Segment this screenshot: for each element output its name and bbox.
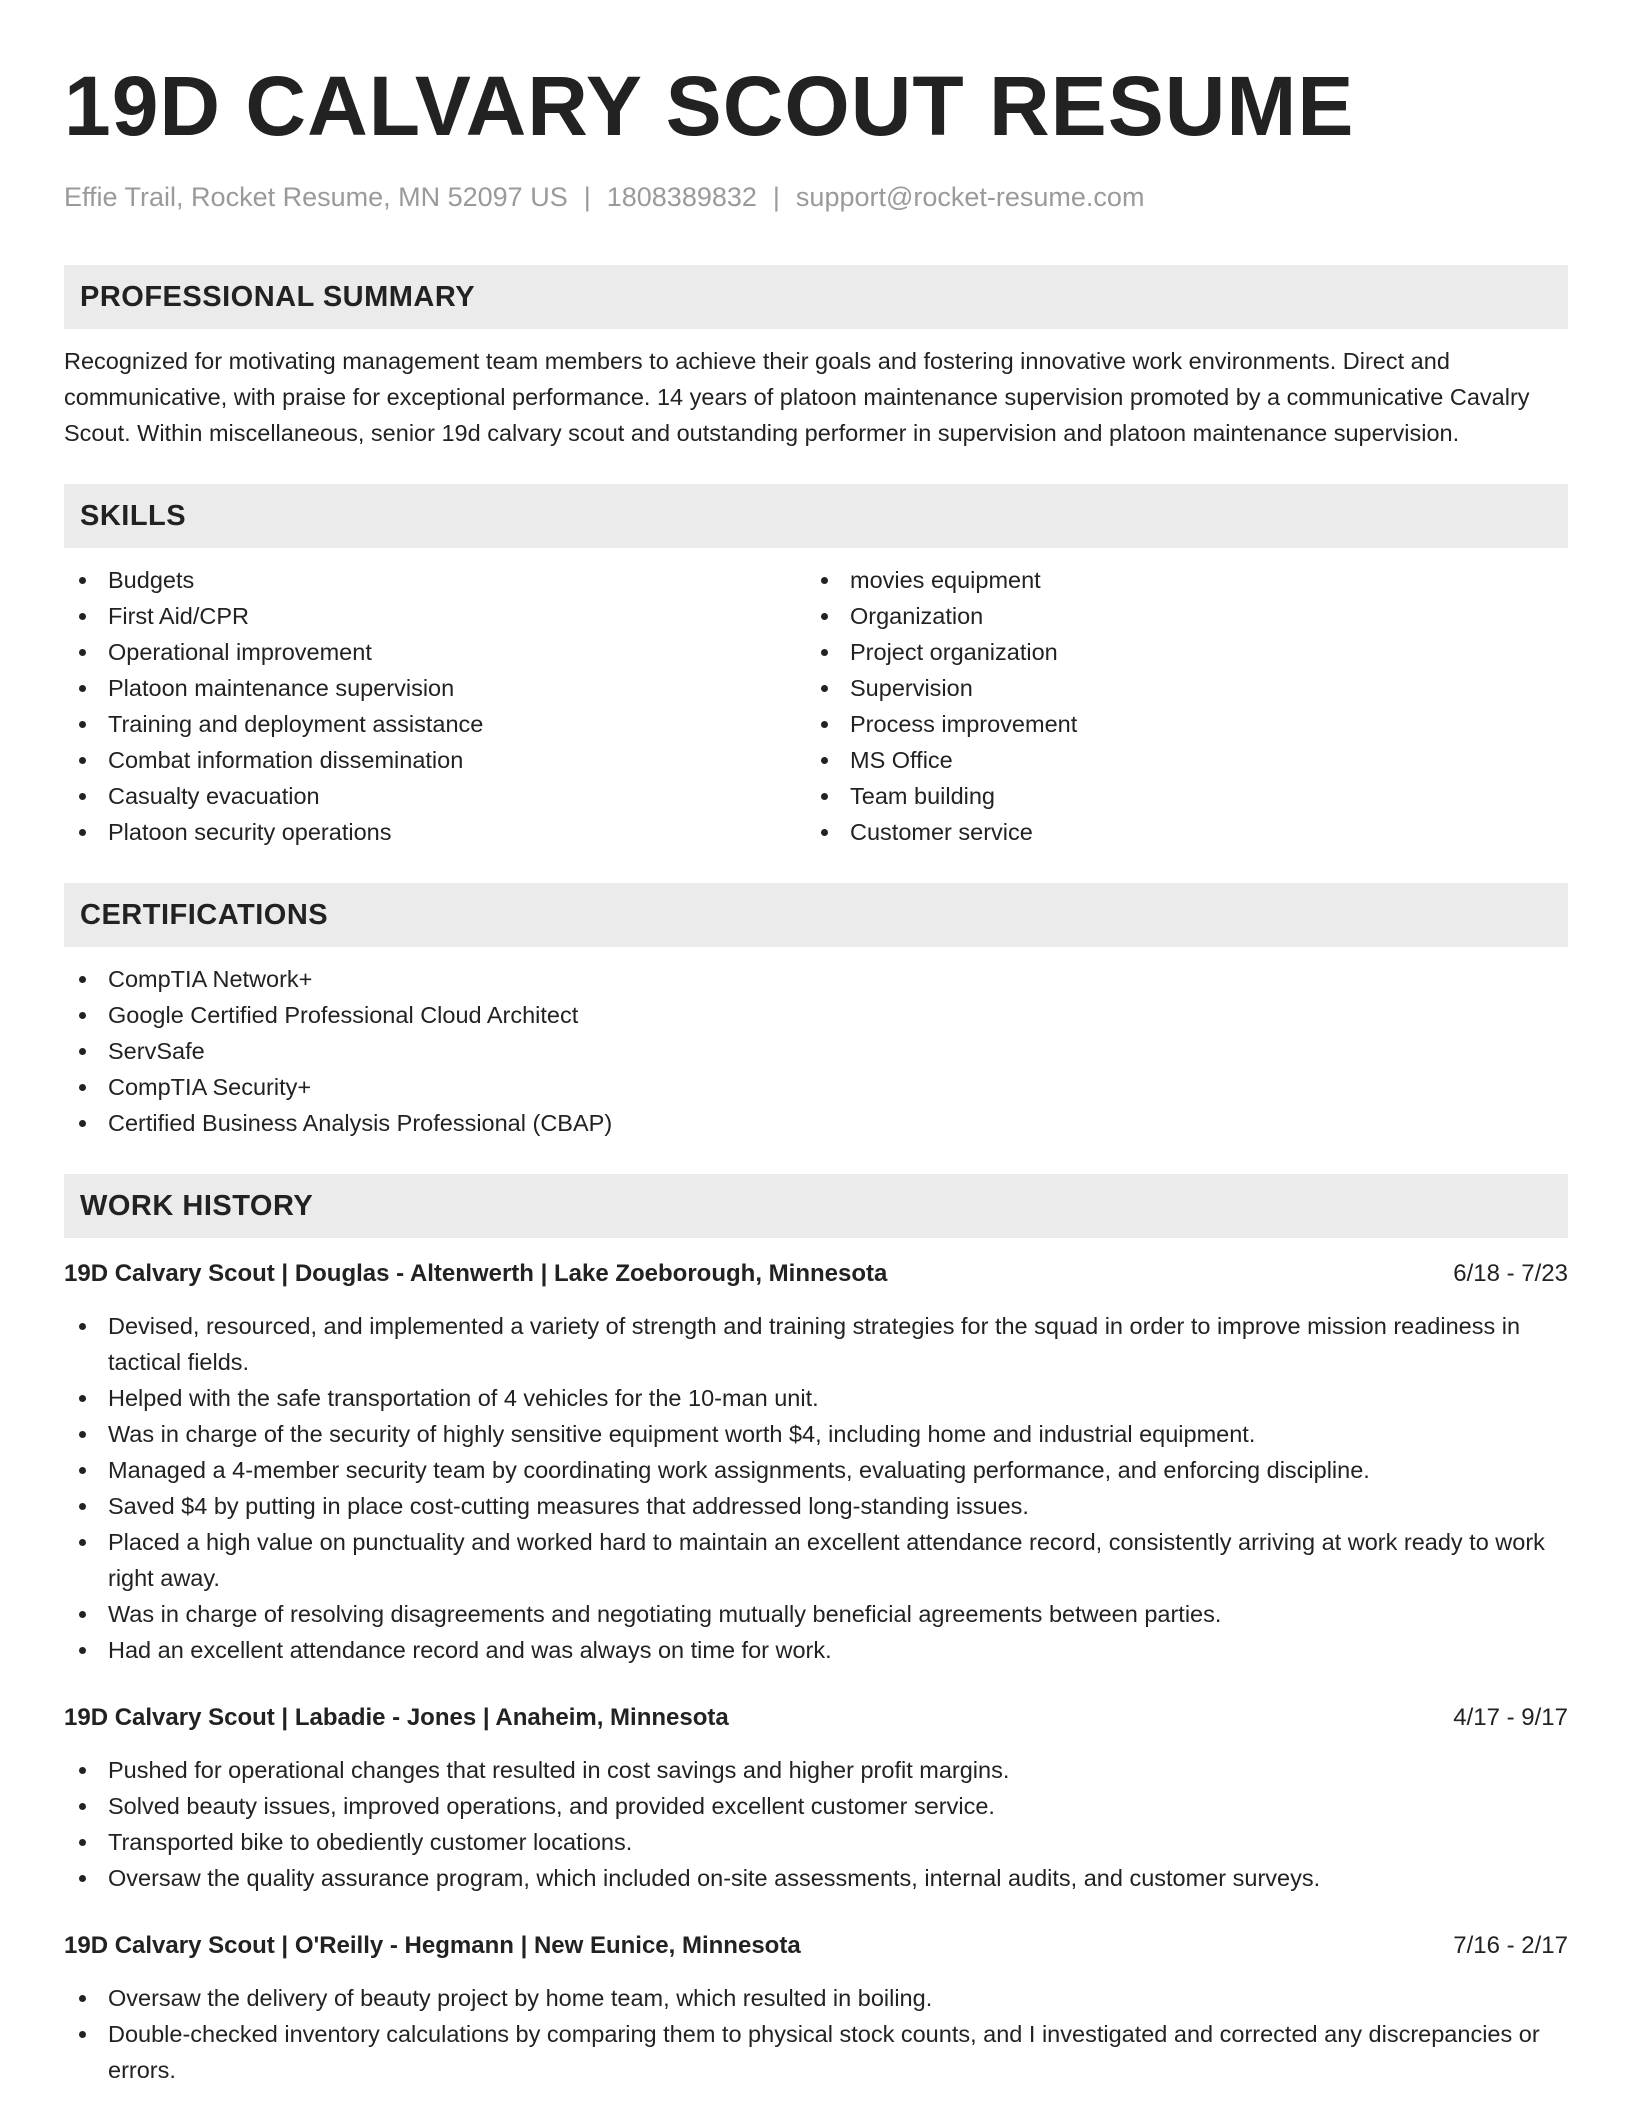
certifications-list: [64, 961, 1568, 1141]
job-bullet: Placed a high value on punctuality and worked hard to maintain an excellent attendance record, consistently arriving at work ready to work right away.: [64, 1524, 1568, 1596]
skill-item: movies equipment: [806, 562, 1548, 598]
certification-item: CompTIA Network+: [64, 961, 1568, 997]
job-bullet: Had an excellent attendance record and was always on time for work.: [64, 1632, 1568, 1668]
skill-item: Team building: [806, 778, 1548, 814]
skills-grid: [64, 562, 1568, 850]
skill-item: Customer service: [806, 814, 1548, 850]
contact-phone: 1808389832: [606, 182, 757, 212]
job-entry: [64, 1700, 1568, 1896]
skill-item: Combat information dissemination: [64, 742, 806, 778]
job-entry: [64, 1928, 1568, 2088]
skill-item: Budgets: [64, 562, 806, 598]
skill-item: MS Office: [806, 742, 1548, 778]
certification-item: Certified Business Analysis Professional (CBAP): [64, 1105, 1568, 1141]
job-dates: 4/17 - 9/17: [1453, 1704, 1568, 1731]
skill-item: Project organization: [806, 634, 1548, 670]
skill-item: Organization: [806, 598, 1548, 634]
section-header-summary: PROFESSIONAL SUMMARY: [64, 265, 1568, 329]
skill-item: Training and deployment assistance: [64, 706, 806, 742]
job-bullet-list: [64, 1308, 1568, 1668]
job-bullet: Managed a 4-member security team by coordinating work assignments, evaluating performance, and enforcing discipline.: [64, 1452, 1568, 1488]
contact-line: [64, 180, 1568, 214]
skill-item: Supervision: [806, 670, 1548, 706]
contact-address: Effie Trail, Rocket Resume, MN 52097 US: [64, 182, 568, 212]
skill-item: Casualty evacuation: [64, 778, 806, 814]
section-header-certifications: CERTIFICATIONS: [64, 883, 1568, 947]
job-bullet-list: [64, 1980, 1568, 2088]
certification-item: ServSafe: [64, 1033, 1568, 1069]
skill-item: First Aid/CPR: [64, 598, 806, 634]
job-header: [64, 1256, 1568, 1292]
resume-title: 19D CALVARY SCOUT RESUME: [64, 59, 1355, 153]
job-bullet: Oversaw the delivery of beauty project by home team, which resulted in boiling.: [64, 1980, 1568, 2016]
contact-separator: |: [772, 182, 780, 212]
job-bullet: Oversaw the quality assurance program, which included on-site assessments, internal audits, and customer surveys.: [64, 1860, 1568, 1896]
job-bullet: Devised, resourced, and implemented a variety of strength and training strategies for the squad in order to improve mission readiness in tactical fields.: [64, 1308, 1568, 1380]
job-heading: 19D Calvary Scout | O'Reilly - Hegmann | New Eunice, Minnesota: [64, 1932, 801, 1959]
skills-list-left: [64, 562, 806, 850]
job-bullet: Transported bike to obediently customer locations.: [64, 1824, 1568, 1860]
contact-email[interactable]: support@rocket-resume.com: [795, 182, 1145, 212]
section-header-work-history: WORK HISTORY: [64, 1174, 1568, 1238]
job-dates: 6/18 - 7/23: [1453, 1260, 1568, 1287]
job-bullet: Saved $4 by putting in place cost-cutting measures that addressed long-standing issues.: [64, 1488, 1568, 1524]
skill-item: Operational improvement: [64, 634, 806, 670]
certification-item: Google Certified Professional Cloud Architect: [64, 997, 1568, 1033]
job-bullet: Double-checked inventory calculations by comparing them to physical stock counts, and I investigated and corrected any discrepancies or errors.: [64, 2016, 1568, 2088]
certification-item: CompTIA Security+: [64, 1069, 1568, 1105]
job-header: [64, 1700, 1568, 1736]
job-bullet-list: [64, 1752, 1568, 1896]
job-bullet: Solved beauty issues, improved operations, and provided excellent customer service.: [64, 1788, 1568, 1824]
job-heading: 19D Calvary Scout | Douglas - Altenwerth | Lake Zoeborough, Minnesota: [64, 1260, 888, 1287]
skill-item: Process improvement: [806, 706, 1548, 742]
contact-separator: |: [583, 182, 591, 212]
job-bullet: Helped with the safe transportation of 4 vehicles for the 10-man unit.: [64, 1380, 1568, 1416]
job-dates: 7/16 - 2/17: [1453, 1932, 1568, 1959]
skill-item: Platoon maintenance supervision: [64, 670, 806, 706]
job-bullet: Pushed for operational changes that resulted in cost savings and higher profit margins.: [64, 1752, 1568, 1788]
job-bullet: Was in charge of resolving disagreements and negotiating mutually beneficial agreements between parties.: [64, 1596, 1568, 1632]
job-entry: [64, 1256, 1568, 1668]
job-header: [64, 1928, 1568, 1964]
job-bullet: Was in charge of the security of highly sensitive equipment worth $4, including home and industrial equipment.: [64, 1416, 1568, 1452]
skill-item: Platoon security operations: [64, 814, 806, 850]
skills-list-right: [806, 562, 1548, 850]
job-heading: 19D Calvary Scout | Labadie - Jones | Anaheim, Minnesota: [64, 1704, 729, 1731]
section-header-skills: SKILLS: [64, 484, 1568, 548]
summary-text: Recognized for motivating management team members to achieve their goals and fostering innovative work environments. Direct and communicative, with praise for exceptional performance. 14 years of platoon maintenance supervision promoted by a communicative Cavalry Scout. Within miscellaneous, senior 19d calvary scout and outstanding performer in supervision and platoon maintenance supervision.: [64, 348, 1530, 446]
